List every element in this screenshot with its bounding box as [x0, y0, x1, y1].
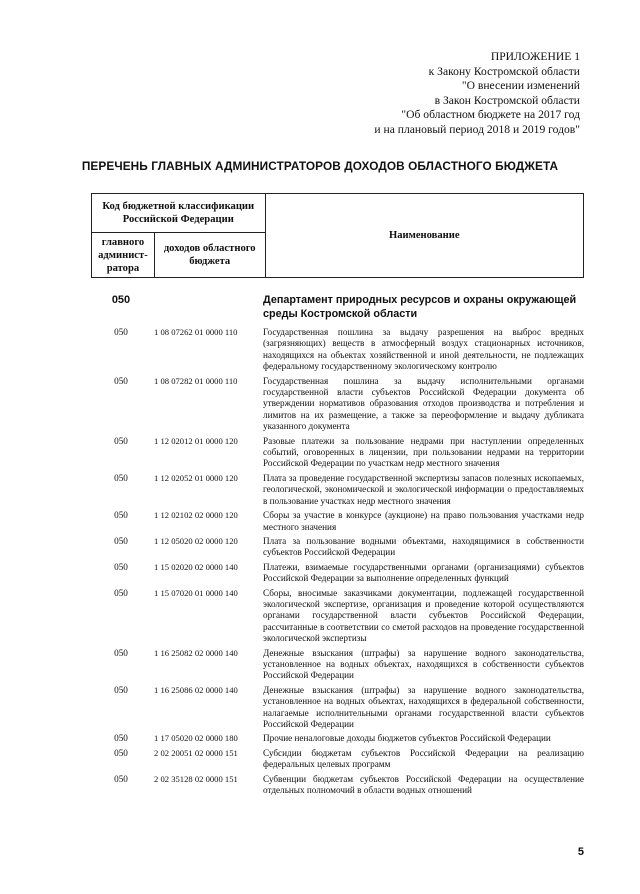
revenue-code: 2 02 20051 02 0000 151: [154, 747, 238, 758]
header-classification: Код бюджетной классификации Российской Федерации: [92, 194, 266, 233]
admin-code: 050: [114, 327, 128, 337]
admin-code: 050: [114, 733, 128, 744]
admin-code: 050: [114, 472, 128, 483]
appendix-line: и на плановый период 2018 и 2019 годов": [374, 122, 580, 136]
header-admin: главного админист-ратора: [92, 233, 155, 278]
admin-code: 050: [114, 435, 128, 446]
table-row: [91, 473, 584, 507]
admin-code: 050: [114, 535, 128, 546]
revenue-name: Субвенции бюджетам субъектов Российской Федерации на осуществление отдельных полномочий в области водных отношений: [263, 773, 584, 796]
appendix-block: [374, 50, 580, 138]
revenue-name: Государственная пошлина за выдачу разрешения на выброс вредных (загрязняющих) веществ в атмосферный воздух стационарных источников, находящихся на объектах хозяйственной и иной деятельности, не подлежащих федеральному государственному экологическому контролю: [263, 327, 584, 372]
appendix-line: в Закон Костромской области: [434, 93, 580, 107]
department-revenue-code: [151, 293, 263, 321]
revenue-name: Государственная пошлина за выдачу исполнительными органами государственной власти субъектов Российской Федерации документа об утверждении нормативов образования отходов производства и потребления и лимитов на их размещение, а также за переоформление и выдачу дубликата указанного документа: [263, 375, 584, 432]
revenue-name: Денежные взыскания (штрафы) за нарушение водного законодательства, установленное на водных объектах, находящихся в собственности субъектов Российской Федерации: [263, 647, 584, 681]
revenue-name: Разовые платежи за пользование недрами при наступлении определенных событий, оговоренных в лицензии, при пользовании недрами на территории Российской Федерации по участкам недр местного значения: [263, 435, 584, 469]
revenue-name: Сборы за участие в конкурсе (аукционе) на право пользования участками недр местного значения: [263, 510, 584, 532]
revenue-code: 1 15 07020 01 0000 140: [154, 587, 238, 598]
table-row: [91, 685, 584, 731]
table-row: [91, 562, 584, 585]
admin-code: 050: [114, 375, 128, 386]
revenue-name: Плата за проведение государственной экспертизы запасов полезных ископаемых, геологической, экономической и экологической информации о предоставляемых в пользование участках недр местного значения: [263, 472, 584, 506]
admin-code: 050: [114, 587, 128, 598]
revenue-name: Субсидии бюджетам субъектов Российской Федерации на реализацию федеральных целевых программ: [263, 747, 584, 770]
revenue-code: 1 17 05020 02 0000 180: [154, 733, 238, 744]
appendix-line: "О внесении изменений: [461, 79, 580, 93]
revenue-code: 1 08 07262 01 0000 110: [154, 327, 238, 337]
revenue-name: Плата за пользование водными объектами, находящимися в собственности субъектов Российской Федерации: [263, 535, 584, 558]
table-header: [91, 193, 584, 278]
admin-code: 050: [114, 647, 128, 658]
revenue-code: 1 16 25082 02 0000 140: [154, 647, 238, 658]
table-row: [91, 327, 584, 373]
appendix-line: "Об областном бюджете на 2017 год: [401, 108, 580, 122]
table-row: [91, 774, 584, 797]
revenue-code: 1 16 25086 02 0000 140: [154, 684, 238, 695]
table-row: [91, 588, 584, 645]
document-title: ПЕРЕЧЕНЬ ГЛАВНЫХ АДМИНИСТРАТОРОВ ДОХОДОВ ОБЛАСТНОГО БЮДЖЕТА: [81, 159, 559, 173]
revenue-rows: [91, 327, 584, 796]
appendix-line: к Закону Костромской области: [428, 64, 580, 78]
admin-code: 050: [114, 510, 128, 521]
admin-code: 050: [114, 747, 128, 758]
page-number: 5: [577, 846, 584, 858]
table-row: [91, 733, 584, 744]
revenue-code: 1 12 02102 02 0000 120: [154, 510, 238, 521]
table-row: [91, 648, 584, 682]
table-row: [91, 748, 584, 771]
revenue-code: 1 12 02052 01 0000 120: [154, 472, 238, 483]
revenue-name: Сборы, вносимые заказчиками документации, подлежащей государственной экологической экспертизе, организация и проведение которой осуществляются органами государственной власти субъектов Российской Федерации, рассчитанные в соответствии со сметой расходов на проведение государственной экологической экспертизы: [263, 587, 584, 644]
revenue-code: 2 02 35128 02 0000 151: [154, 773, 238, 784]
table-row: [91, 436, 584, 470]
revenue-code: 1 12 02012 01 0000 120: [154, 435, 238, 446]
admin-code: 050: [114, 684, 128, 695]
revenue-code: 1 15 02020 02 0000 140: [154, 561, 238, 572]
revenue-code: 1 08 07282 01 0000 110: [154, 375, 238, 386]
appendix-line: ПРИЛОЖЕНИЕ 1: [490, 50, 580, 63]
department-name: Департамент природных ресурсов и охраны окружающей среды Костромской области: [263, 294, 577, 320]
revenue-name: Платежи, взимаемые государственными органами (организациями) субъектов Российской Федерации за выполнение определенных функций: [263, 561, 584, 584]
header-revenue: доходов областного бюджета: [154, 233, 265, 278]
header-name: Наименование: [265, 194, 583, 278]
department-admin-code: 050: [111, 294, 131, 306]
revenue-name: Денежные взыскания (штрафы) за нарушение водного законодательства, установленное на водных объектах, находящихся в федеральной собственности, налагаемые исполнительными органами государственной власти субъектов Российской Федерации: [263, 684, 584, 729]
table-body: [91, 293, 584, 799]
revenue-code: 1 12 05020 02 0000 120: [154, 535, 238, 546]
admin-code: 050: [114, 561, 128, 572]
table-row: [91, 376, 584, 433]
table-row: [91, 510, 584, 533]
admin-code: 050: [114, 773, 128, 784]
table-row: [91, 536, 584, 559]
department-row: [91, 293, 584, 321]
revenue-name: Прочие неналоговые доходы бюджетов субъектов Российской Федерации: [263, 733, 551, 744]
